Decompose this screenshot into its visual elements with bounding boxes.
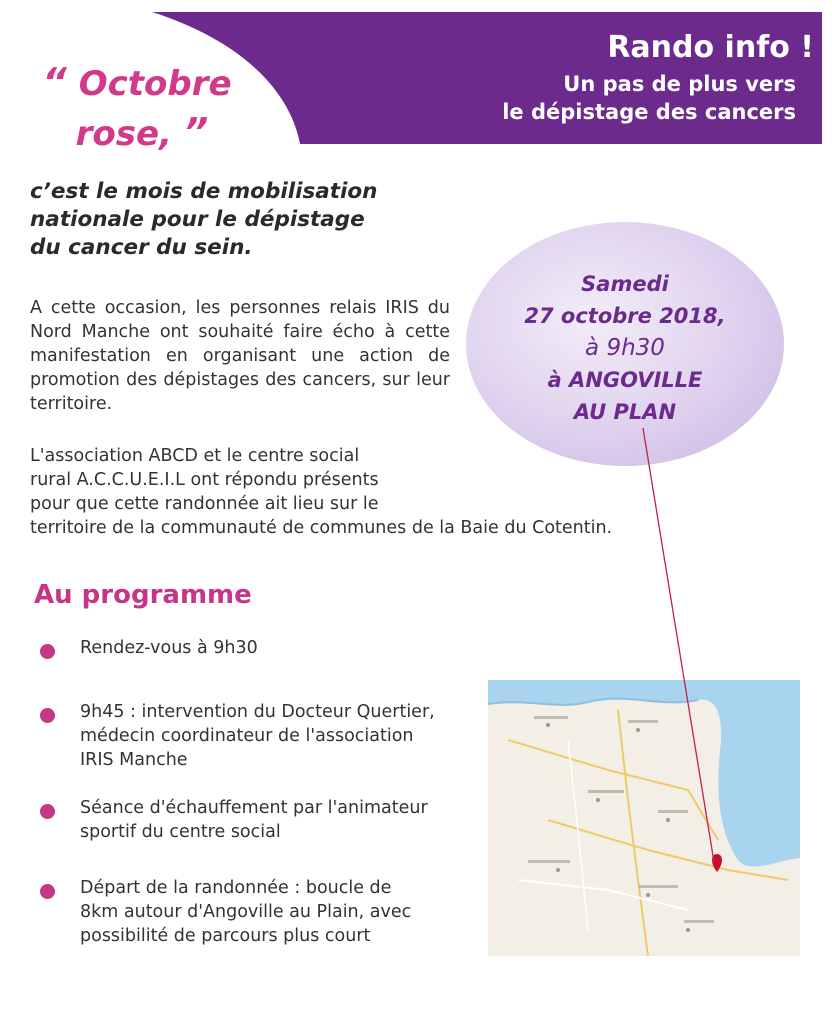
bullet-icon [40, 884, 55, 899]
list-item [36, 796, 476, 844]
banner-title: Rando info ! [607, 30, 814, 65]
quote-line: Octobre [78, 64, 232, 104]
item-line: Rendez-vous à 9h30 [80, 638, 258, 658]
event-time: à 9h30 [585, 335, 665, 361]
partners-paragraph [30, 444, 730, 540]
banner-subtitle-line: Un pas de plus vers [563, 72, 796, 96]
bullet-icon [40, 708, 55, 723]
event-details [466, 268, 784, 428]
event-date: 27 octobre 2018, [524, 304, 726, 328]
paragraph-line: pour que cette randonnée ait lieu sur le [30, 494, 379, 514]
programme-title: Au programme [34, 580, 252, 610]
lead-line: nationale pour le dépistage [30, 207, 365, 232]
paragraph-line: rural A.C.C.U.E.I.L ont répondu présents [30, 470, 379, 490]
banner-subtitle [502, 70, 796, 126]
banner-subtitle-line: le dépistage des cancers [502, 100, 796, 124]
open-quote-mark: “ [42, 60, 67, 104]
event-place: à ANGOVILLE [547, 368, 703, 392]
item-line: sportif du centre social [80, 822, 281, 842]
lead-text [30, 178, 470, 262]
lead-line: du cancer du sein. [30, 235, 253, 260]
item-line: Séance d'échauffement par l'animateur [80, 798, 428, 818]
list-item [36, 636, 476, 660]
octobre-rose-quote [22, 58, 252, 158]
quote-line: rose, [75, 114, 172, 154]
item-line: Départ de la randonnée : boucle de [80, 878, 392, 898]
bullet-icon [40, 804, 55, 819]
lead-line: c’est le mois de mobilisation [30, 179, 378, 204]
list-item [36, 700, 476, 772]
event-place: AU PLAN [573, 400, 677, 424]
close-quote-mark: ” [183, 110, 209, 154]
item-line: possibilité de parcours plus court [80, 926, 371, 946]
list-item [36, 876, 476, 948]
bullet-icon [40, 644, 55, 659]
item-line: IRIS Manche [80, 750, 188, 770]
item-line: 8km autour d'Angoville au Plain, avec [80, 902, 412, 922]
paragraph-line: L'association ABCD et le centre social [30, 446, 360, 466]
map-image [488, 680, 800, 956]
intro-paragraph: A cette occasion, les personnes relais IRIS du Nord Manche ont souhaité faire écho à cette manifestation en organisant une action de promotion des dépistages des cancers, sur leur territoire. [30, 298, 450, 414]
item-line: 9h45 : intervention du Docteur Quertier, [80, 702, 435, 722]
item-line: médecin coordinateur de l'association [80, 726, 414, 746]
programme-list [36, 636, 476, 948]
event-day: Samedi [581, 272, 669, 296]
location-map [488, 680, 800, 956]
paragraph-line: territoire de la communauté de communes de la Baie du Cotentin. [30, 518, 613, 538]
